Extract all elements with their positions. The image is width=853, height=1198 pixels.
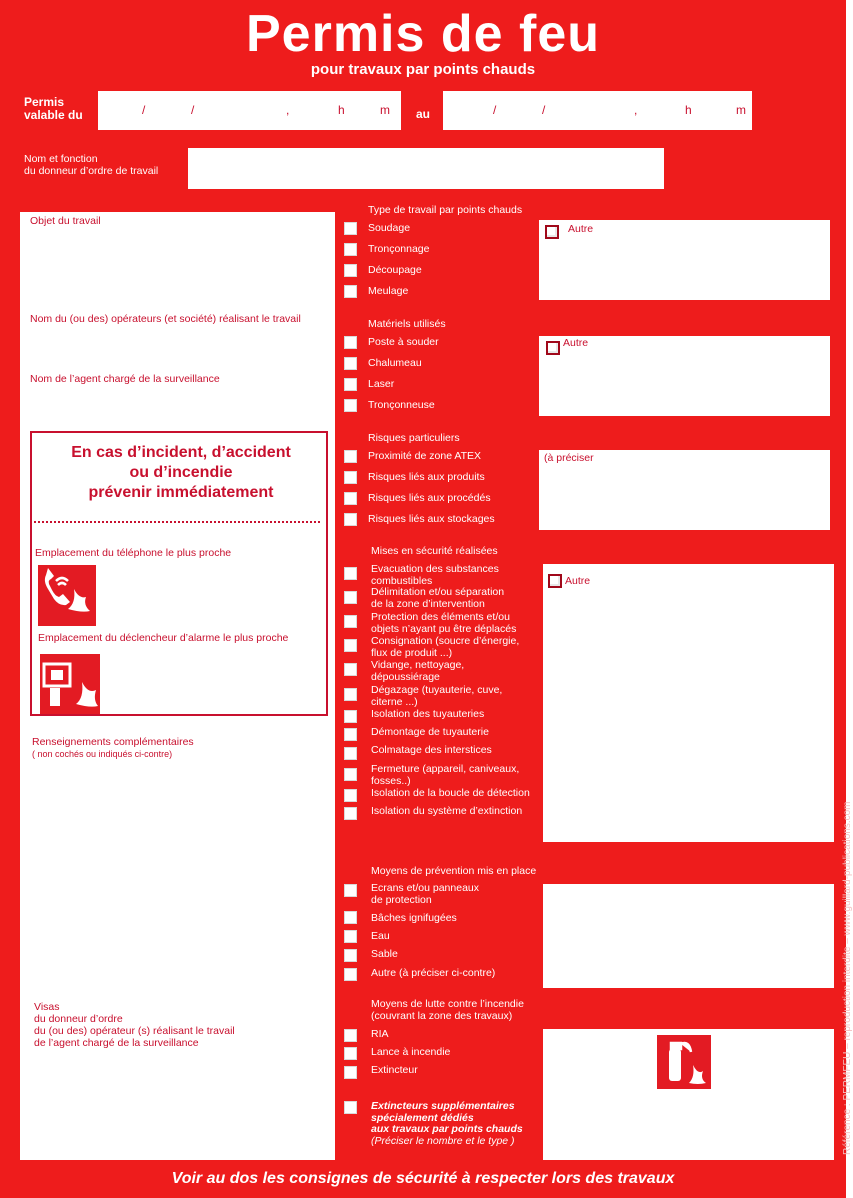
fire-telephone-icon xyxy=(38,565,96,626)
checkbox-degazage[interactable] xyxy=(344,688,357,701)
item-line: dépoussiérage xyxy=(371,670,440,683)
mises-heading: Mises en sécurité réalisées xyxy=(371,545,498,557)
item-line: aux travaux par points chauds xyxy=(371,1123,523,1135)
item-isolation-detection: Isolation de la boucle de détection xyxy=(371,787,530,799)
minute-unit: m xyxy=(380,103,390,117)
checkbox-ria[interactable] xyxy=(344,1029,357,1042)
checkbox-sable[interactable] xyxy=(344,949,357,962)
item-chalumeau: Chalumeau xyxy=(368,357,422,369)
item-vidange xyxy=(371,660,464,683)
item-tronconnage: Tronçonnage xyxy=(368,243,430,255)
checkbox-consignation[interactable] xyxy=(344,639,357,652)
checkbox-lance[interactable] xyxy=(344,1047,357,1060)
prevention-heading: Moyens de prévention mis en place xyxy=(371,865,537,877)
item-eau: Eau xyxy=(371,930,390,942)
checkbox-tronconneuse[interactable] xyxy=(344,399,357,412)
fire-extinguisher-icon xyxy=(657,1035,711,1089)
item-line: Dégazage (tuyauterie, cuve, xyxy=(371,684,503,696)
checkbox-atex[interactable] xyxy=(344,450,357,463)
checkbox-prevention-autre[interactable] xyxy=(344,968,357,981)
item-tronconneuse: Tronçonneuse xyxy=(368,399,435,411)
item-atex: Proximité de zone ATEX xyxy=(368,450,482,462)
checkbox-isolation-detection[interactable] xyxy=(344,789,357,802)
validity-label-line2: valable du xyxy=(24,108,83,122)
checkbox-risques-stockages[interactable] xyxy=(344,513,357,526)
item-sable: Sable xyxy=(371,948,398,960)
checkbox-delimitation[interactable] xyxy=(344,591,357,604)
checkbox-protection[interactable] xyxy=(344,615,357,628)
risques-heading: Risques particuliers xyxy=(368,432,460,444)
lutte-heading-line2: (couvrant la zone des travaux) xyxy=(371,1010,513,1022)
checkbox-tronconnage[interactable] xyxy=(344,243,357,256)
minute-unit: m xyxy=(736,103,746,117)
checkbox-extincteurs-supp[interactable] xyxy=(344,1101,357,1114)
date-separator: / xyxy=(542,103,546,117)
donneur-label xyxy=(24,153,158,177)
date-to-field[interactable] xyxy=(443,91,752,130)
checkbox-isolation-extinction[interactable] xyxy=(344,807,357,820)
validity-label-line1: Permis xyxy=(24,95,65,109)
item-line: objets n’ayant pu être déplacés xyxy=(371,622,517,635)
checkbox-decoupage[interactable] xyxy=(344,264,357,277)
lutte-field[interactable] xyxy=(543,1029,834,1160)
donneur-label-line1: Nom et fonction xyxy=(24,153,98,165)
prevention-field[interactable] xyxy=(543,884,834,988)
item-meulage: Meulage xyxy=(368,285,409,297)
item-extincteur: Extincteur xyxy=(371,1064,418,1076)
checkbox-extincteur[interactable] xyxy=(344,1066,357,1079)
item-consignation xyxy=(371,636,519,659)
item-line: combustibles xyxy=(371,574,433,587)
item-line: Evacuation des substances xyxy=(371,563,499,575)
item-baches: Bâches ignifugées xyxy=(371,912,457,924)
item-line: (Préciser le nombre et le type ) xyxy=(371,1134,515,1147)
date-separator: / xyxy=(191,103,195,117)
lutte-heading-line1: Moyens de lutte contre l’incendie xyxy=(371,998,524,1010)
checkbox-risques-produits[interactable] xyxy=(344,471,357,484)
item-line: Ecrans et/ou panneaux xyxy=(371,882,479,894)
objet-label: Objet du travail xyxy=(30,215,101,227)
validity-label xyxy=(24,96,83,122)
item-demontage: Démontage de tuyauterie xyxy=(371,726,489,738)
hour-unit: h xyxy=(338,103,345,117)
checkbox-eau[interactable] xyxy=(344,930,357,943)
emergency-title-line3: prévenir immédiatement xyxy=(88,484,274,501)
checkbox-baches[interactable] xyxy=(344,911,357,924)
renseignements-subheading: ( non cochés ou indiqués ci-contre) xyxy=(32,749,173,759)
item-risques-produits: Risques liés aux produits xyxy=(368,471,485,483)
agent-label: Nom de l’agent chargé de la surveillance xyxy=(30,373,220,385)
item-line: Consignation (soucre d’énergie, xyxy=(371,635,520,647)
item-poste-a-souder: Poste à souder xyxy=(368,336,439,348)
materiels-autre-field[interactable] xyxy=(539,336,830,416)
item-isolation-extinction: Isolation du système d’extinction xyxy=(371,805,523,817)
operateurs-label: Nom du (ou des) opérateurs (et société) réalisant le travail xyxy=(30,313,301,325)
telephone-label: Emplacement du téléphone le plus proche xyxy=(35,547,232,559)
type-travail-heading: Type de travail par points chauds xyxy=(368,204,523,216)
au-label: au xyxy=(416,107,431,121)
item-line: Protection des éléments et/ou xyxy=(371,611,510,623)
page-title: Permis de feu xyxy=(245,5,601,63)
type-autre-label: Autre xyxy=(568,223,594,235)
checkbox-chalumeau[interactable] xyxy=(344,357,357,370)
hour-unit: h xyxy=(685,103,692,117)
checkbox-evacuation[interactable] xyxy=(344,567,357,580)
item-line: Vidange, nettoyage, xyxy=(371,659,465,671)
materiels-autre-label: Autre xyxy=(563,337,589,349)
item-delimitation xyxy=(371,587,504,610)
item-ecrans xyxy=(371,883,479,906)
checkbox-fermeture[interactable] xyxy=(344,768,357,781)
item-risques-stockages: Risques liés aux stockages xyxy=(368,513,495,525)
risques-preciser-field[interactable] xyxy=(539,450,830,530)
date-from-field[interactable] xyxy=(98,91,401,130)
item-line: citerne ...) xyxy=(371,695,418,708)
visas-line1: Visas xyxy=(34,1001,60,1013)
visas-line4: de l’agent chargé de la surveillance xyxy=(34,1037,199,1049)
risques-preciser-label: (à préciser xyxy=(544,452,594,464)
item-fermeture xyxy=(371,764,519,787)
item-decoupage: Découpage xyxy=(368,264,422,276)
item-line: fosses..) xyxy=(371,774,411,787)
donneur-field[interactable] xyxy=(188,148,664,189)
emergency-title xyxy=(32,443,330,503)
item-ria: RIA xyxy=(371,1028,389,1040)
type-travail-autre-field[interactable] xyxy=(539,220,830,300)
item-evacuation xyxy=(371,564,499,587)
checkbox-materiels-autre[interactable] xyxy=(546,341,560,355)
time-separator: , xyxy=(634,103,638,117)
item-isolation-tuyauteries: Isolation des tuyauteries xyxy=(371,708,485,720)
reference-sidebar: Référence : PERMFEU – reproduction interdite – www.guillard-publications.com xyxy=(842,801,853,1155)
lutte-heading xyxy=(371,998,524,1022)
item-line: Délimitation et/ou séparation xyxy=(371,586,505,598)
item-line: spécialement dédiés xyxy=(371,1111,474,1124)
footer-notice: Voir au dos les consignes de sécurité à respecter lors des travaux xyxy=(171,1170,675,1187)
page-subtitle: pour travaux par points chauds xyxy=(310,61,536,78)
item-line: Extincteurs supplémentaires xyxy=(371,1100,515,1112)
mises-autre-label: Autre xyxy=(565,575,591,587)
date-separator: / xyxy=(142,103,146,117)
checkbox-mises-autre[interactable] xyxy=(548,574,562,588)
item-colmatage: Colmatage des interstices xyxy=(371,744,492,756)
renseignements-label xyxy=(32,736,194,760)
checkbox-isolation-tuyauteries[interactable] xyxy=(344,710,357,723)
checkbox-colmatage[interactable] xyxy=(344,747,357,760)
checkbox-poste-a-souder[interactable] xyxy=(344,336,357,349)
item-soudage: Soudage xyxy=(368,222,411,234)
item-line: de protection xyxy=(371,893,432,906)
item-line: flux de produit ...) xyxy=(371,646,453,659)
item-prevention-autre: Autre (à préciser ci-contre) xyxy=(371,967,496,979)
item-protection xyxy=(371,612,516,635)
checkbox-laser[interactable] xyxy=(344,378,357,391)
item-laser: Laser xyxy=(368,378,395,390)
date-separator: / xyxy=(493,103,497,117)
fire-alarm-icon xyxy=(40,654,100,714)
materiels-heading: Matériels utilisés xyxy=(368,318,446,330)
item-line: Fermeture (appareil, caniveaux, xyxy=(371,763,520,775)
emergency-title-line2: ou d’incendie xyxy=(129,464,233,481)
mises-autre-field[interactable] xyxy=(543,564,834,842)
item-extincteurs-supp xyxy=(371,1101,523,1147)
item-degazage xyxy=(371,685,502,708)
renseignements-heading: Renseignements complémentaires xyxy=(32,736,194,748)
donneur-label-line2: du donneur d’ordre de travail xyxy=(24,165,159,177)
item-risques-procedes: Risques liés aux procédés xyxy=(368,492,491,504)
emergency-box xyxy=(30,431,328,716)
checkbox-soudage[interactable] xyxy=(344,222,357,235)
item-line: de la zone d’intervention xyxy=(371,597,485,610)
visas-line2: du donneur d’ordre xyxy=(34,1013,123,1025)
visas-line3: du (ou des) opérateur (s) réalisant le travail xyxy=(34,1025,235,1037)
visas-label xyxy=(34,1001,235,1049)
checkbox-ecrans[interactable] xyxy=(344,884,357,897)
checkbox-type-autre[interactable] xyxy=(545,225,559,239)
declencheur-label: Emplacement du déclencheur d’alarme le plus proche xyxy=(38,632,289,644)
checkbox-demontage[interactable] xyxy=(344,728,357,741)
time-separator: , xyxy=(286,103,290,117)
item-lance: Lance à incendie xyxy=(371,1046,451,1058)
checkbox-vidange[interactable] xyxy=(344,663,357,676)
emergency-title-line1: En cas d’incident, d’accident xyxy=(71,444,291,461)
checkbox-meulage[interactable] xyxy=(344,285,357,298)
dotted-separator xyxy=(34,521,320,523)
checkbox-risques-procedes[interactable] xyxy=(344,492,357,505)
